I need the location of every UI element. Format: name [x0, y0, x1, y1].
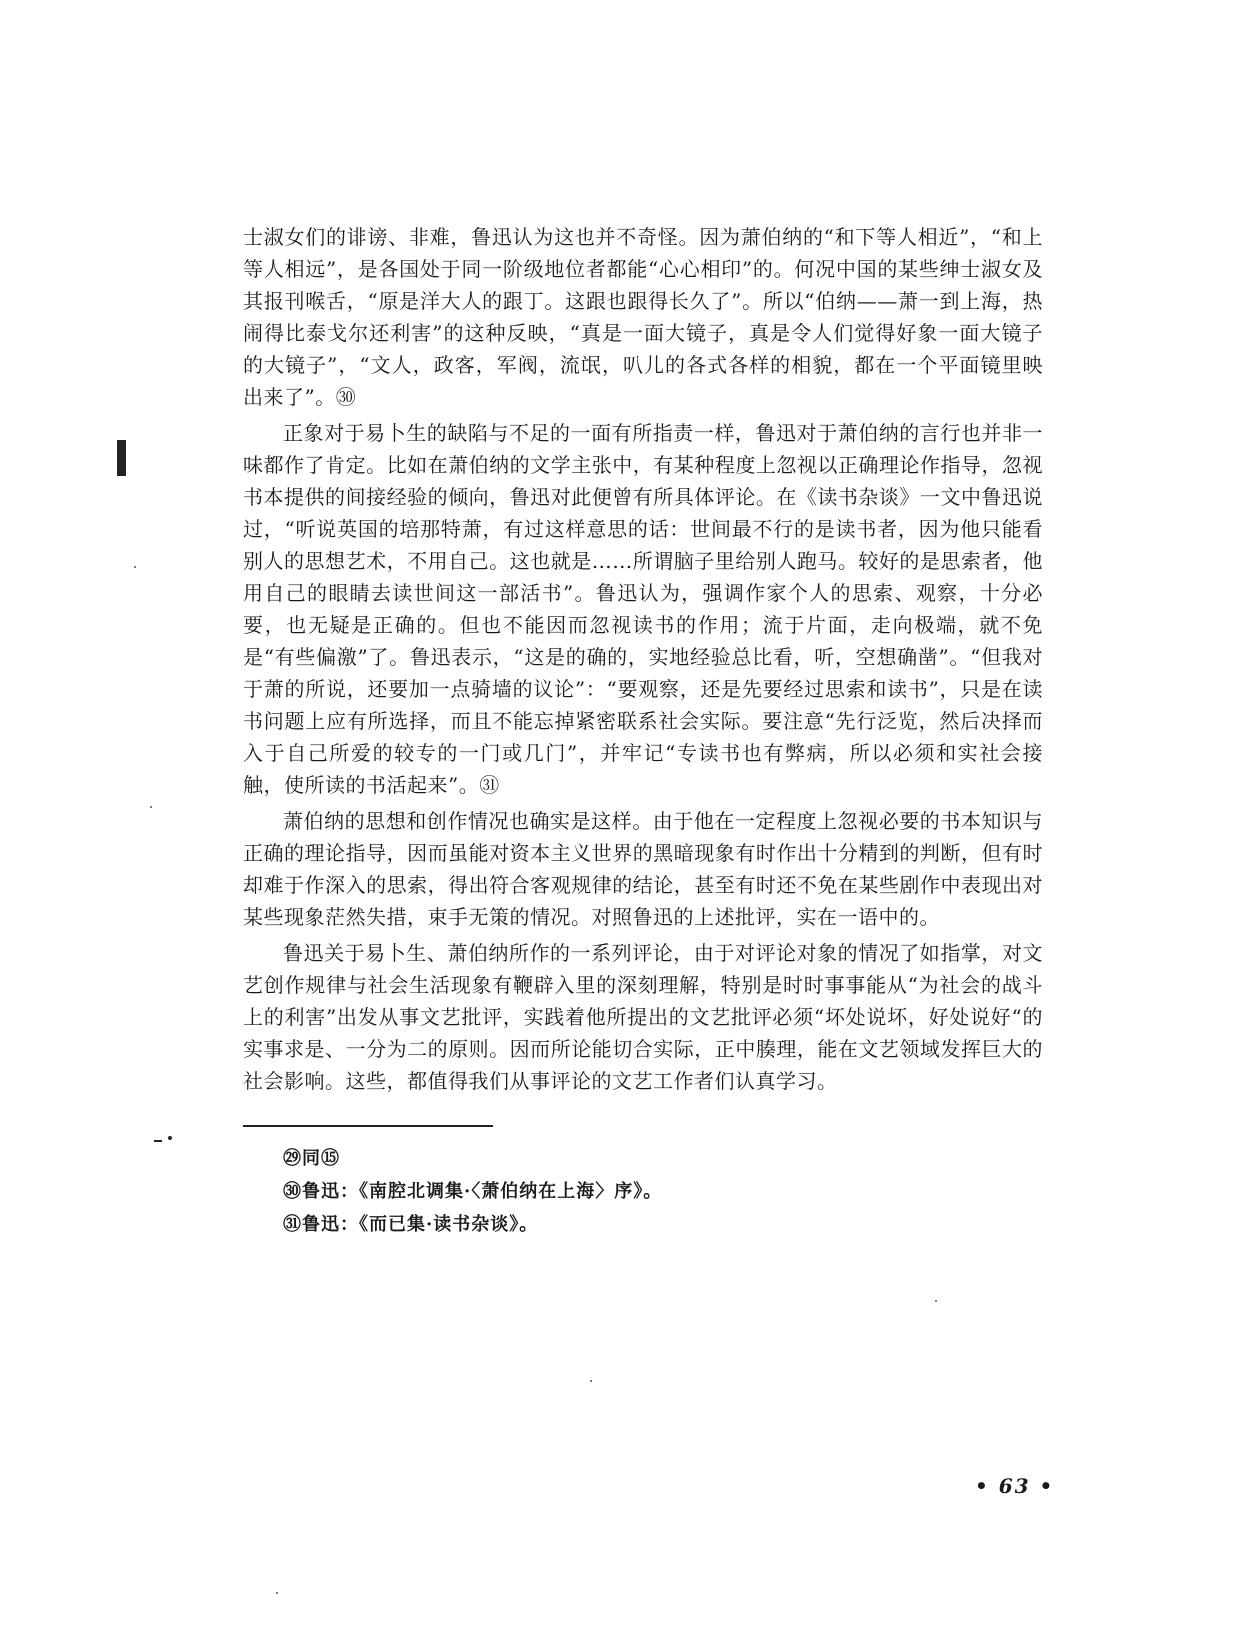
- footnote-31: ㉛鲁迅：《而已集·读书杂谈》。: [283, 1214, 539, 1235]
- scan-artifact: [168, 1136, 172, 1140]
- scan-speck: [134, 566, 136, 568]
- paragraph-4: 鲁迅关于易卜生、萧伯纳所作的一系列评论，由于对评论对象的情况了如指掌，对文艺创作规律与社会生活现象有鞭辟入里的深刻理解，特别是时时事事能从“为社会的战斗上的利害”出发从事文艺批评，实践着他所提出的文艺批评必须“坏处说坏，好处说好“的实事求是、一分为二的原则。因而所论能切合实际，正中腠理，能在文艺领域发挥巨大的社会影响。这些，都值得我们从事评论的文艺工作者们认真学习。: [243, 941, 1043, 1093]
- footnote-divider: [243, 1125, 493, 1127]
- paragraph-1: 士淑女们的诽谤、非难，鲁迅认为这也并不奇怪。因为萧伯纳的“和下等人相近”，“和上等人相远”，是各国处于同一阶级地位者都能“心心相印”的。何况中国的某些绅士淑女及其报刊喉舌，“原是洋大人的跟丁。这跟也跟得长久了”。所以“伯纳——萧一到上海，热闹得比泰戈尔还利害”的这种反映，“真是一面大镜子，真是令人们觉得好象一面大镜子的大镜子”，“文人，政客，军阀，流氓，叭儿的各式各样的相貌，都在一个平面镜里映出来了”。㉚: [243, 225, 1043, 409]
- scan-speck: [150, 806, 152, 808]
- scan-speck: [935, 1300, 937, 1302]
- paragraph-2: 正象对于易卜生的缺陷与不足的一面有所指责一样，鲁迅对于萧伯纳的言行也并非一味都作了肯定。比如在萧伯纳的文学主张中，有某种程度上忽视以正确理论作指导，忽视书本提供的间接经验的倾向，鲁迅对此便曾有所具体评论。在《读书杂谈》一文中鲁迅说过，“听说英国的培那特萧，有过这样意思的话：世间最不行的是读书者，因为他只能看别人的思想艺术，不用自己。这也就是……所谓脑子里给别人跑马。较好的是思索者，他用自己的眼睛去读世间这一部活书”。鲁迅认为，强调作家个人的思索、观察，十分必要，也无疑是正确的。但也不能因而忽视读书的作用；流于片面，走向极端，就不免是“有些偏激”了。鲁迅表示，“这是的确的，实地经验总比看，听，空想确凿”。“但我对于萧的所说，还要加一点骑墙的议论”：“要观察，还是先要经过思索和读书”，只是在读书问题上应有所选择，而且不能忘掉紧密联系社会实际。要注意“先行泛览，然后决择而入于自己所爱的较专的一门或几门”，并牢记“专读书也有弊病，所以必须和实社会接触，使所读的书活起来”。㉛: [243, 421, 1043, 797]
- scan-artifact: [117, 440, 126, 476]
- footnotes: [283, 1142, 983, 1241]
- footnote-29: ㉙同⑮: [283, 1148, 340, 1169]
- paragraph-3: 萧伯纳的思想和创作情况也确实是这样。由于他在一定程度上忽视必要的书本知识与正确的理论指导，因而虽能对资本主义世界的黑暗现象有时作出十分精到的判断，但有时却难于作深入的思索，得出符合客观规律的结论，甚至有时还不免在某些剧作中表现出对某些现象茫然失措，束手无策的情况。对照鲁迅的上述批评，实在一语中的。: [243, 809, 1043, 929]
- body-text: [243, 221, 1043, 1097]
- scan-artifact: [154, 1140, 162, 1142]
- scan-speck: [590, 1380, 592, 1382]
- scan-speck: [276, 1592, 278, 1594]
- footnote-30: ㉚鲁迅：《南腔北调集·〈萧伯纳在上海〉序》。: [283, 1181, 663, 1202]
- page-number: • 63 •: [975, 1474, 1055, 1498]
